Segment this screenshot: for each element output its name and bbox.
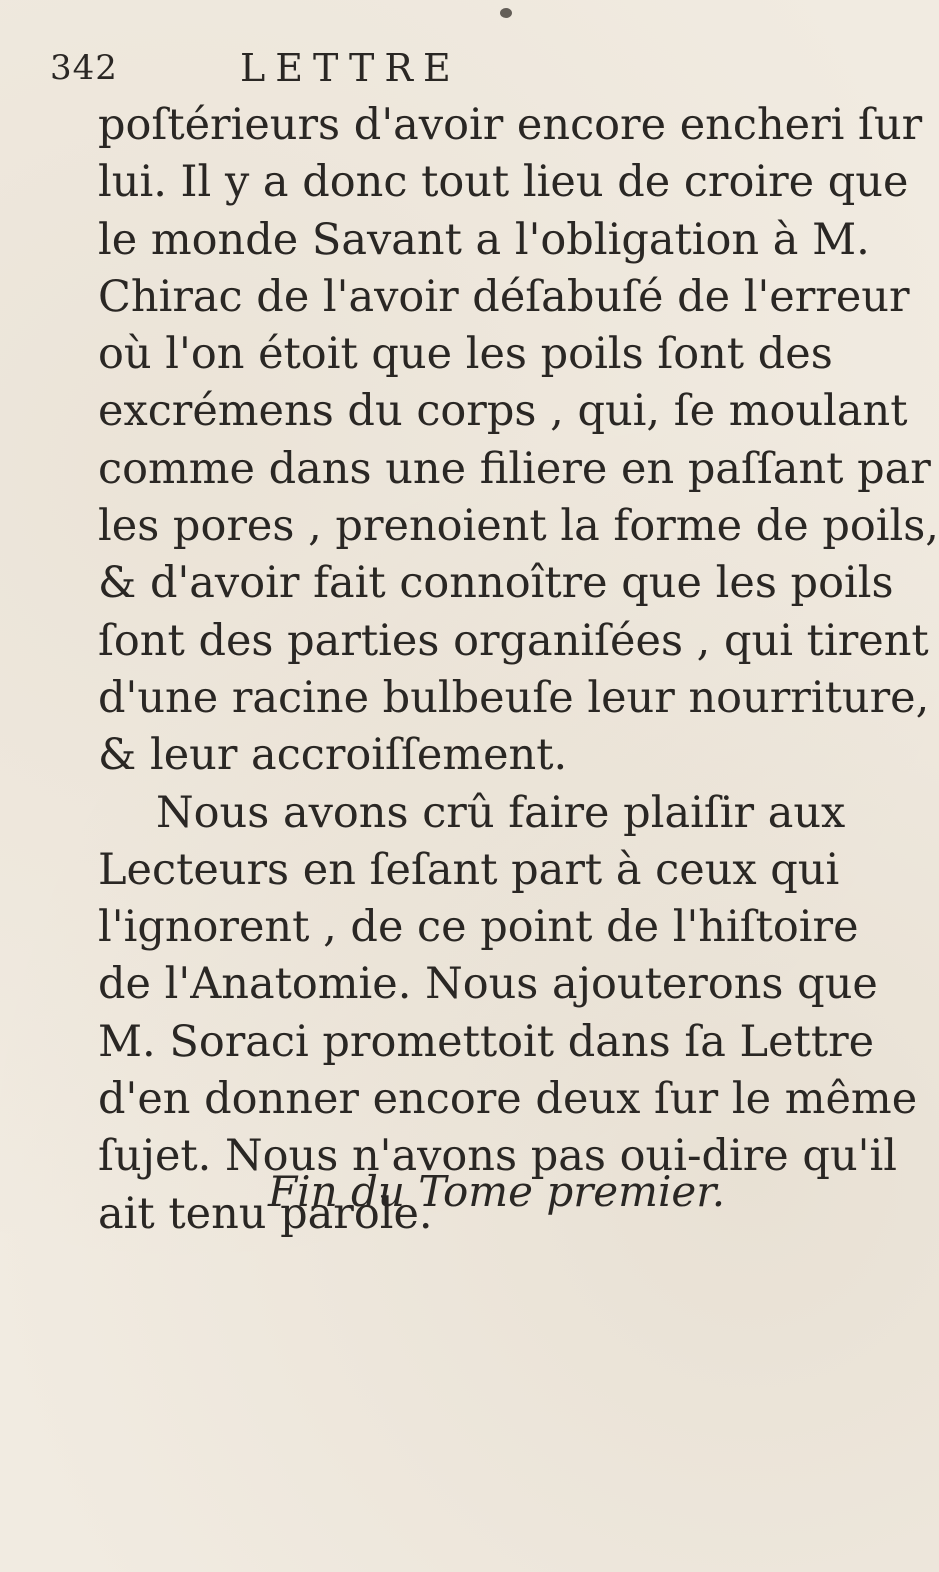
text-line: comme dans une filiere en paſſant par — [98, 443, 931, 494]
text-line: & leur accroiſſement. — [98, 730, 568, 781]
closing-line: Fin du Tome premier. — [268, 1167, 726, 1216]
text-line: ſont des parties organiſées , qui tirent — [98, 615, 929, 666]
text-line: & d'avoir fait connoître que les poils — [98, 558, 894, 609]
text-line: lui. Il y a donc tout lieu de croire que — [98, 157, 909, 208]
ink-spot — [500, 8, 512, 18]
text-line: Lecteurs en ſeſant part à ceux qui — [98, 844, 840, 895]
text-line: ſujet. Nous n'avons pas oui-dire qu'il — [98, 1131, 897, 1182]
text-line: le monde Savant a l'obligation à M. — [98, 214, 870, 265]
text-line: d'une racine bulbeuſe leur nourriture, — [98, 672, 930, 723]
text-line: Chirac de l'avoir déſabuſé de l'erreur — [98, 271, 910, 322]
text-line: ait tenu parole. — [98, 1188, 433, 1239]
text-line: excrémens du corps , qui, ſe moulant — [98, 386, 908, 437]
text-line: poſtérieurs d'avoir encore encheri ſur — [98, 100, 923, 150]
page-number: 342 — [50, 48, 118, 88]
text-line: les pores , prenoient la forme de poils, — [98, 501, 939, 552]
text-line: l'ignorent , de ce point de l'hiſtoire — [98, 902, 859, 953]
text-line: M. Soraci promettoit dans ſa Lettre — [98, 1016, 875, 1067]
text-line: où l'on étoit que les poils ſont des — [98, 329, 833, 380]
text-line: de l'Anatomie. Nous ajouterons que — [98, 959, 878, 1010]
running-head — [50, 42, 610, 94]
running-title: LETTRE — [240, 46, 461, 90]
text-line: d'en donner encore deux ſur le même — [98, 1074, 918, 1125]
body-text — [98, 97, 939, 1243]
paragraph-start-line: Nous avons crû faire plaiſir aux — [156, 787, 846, 838]
